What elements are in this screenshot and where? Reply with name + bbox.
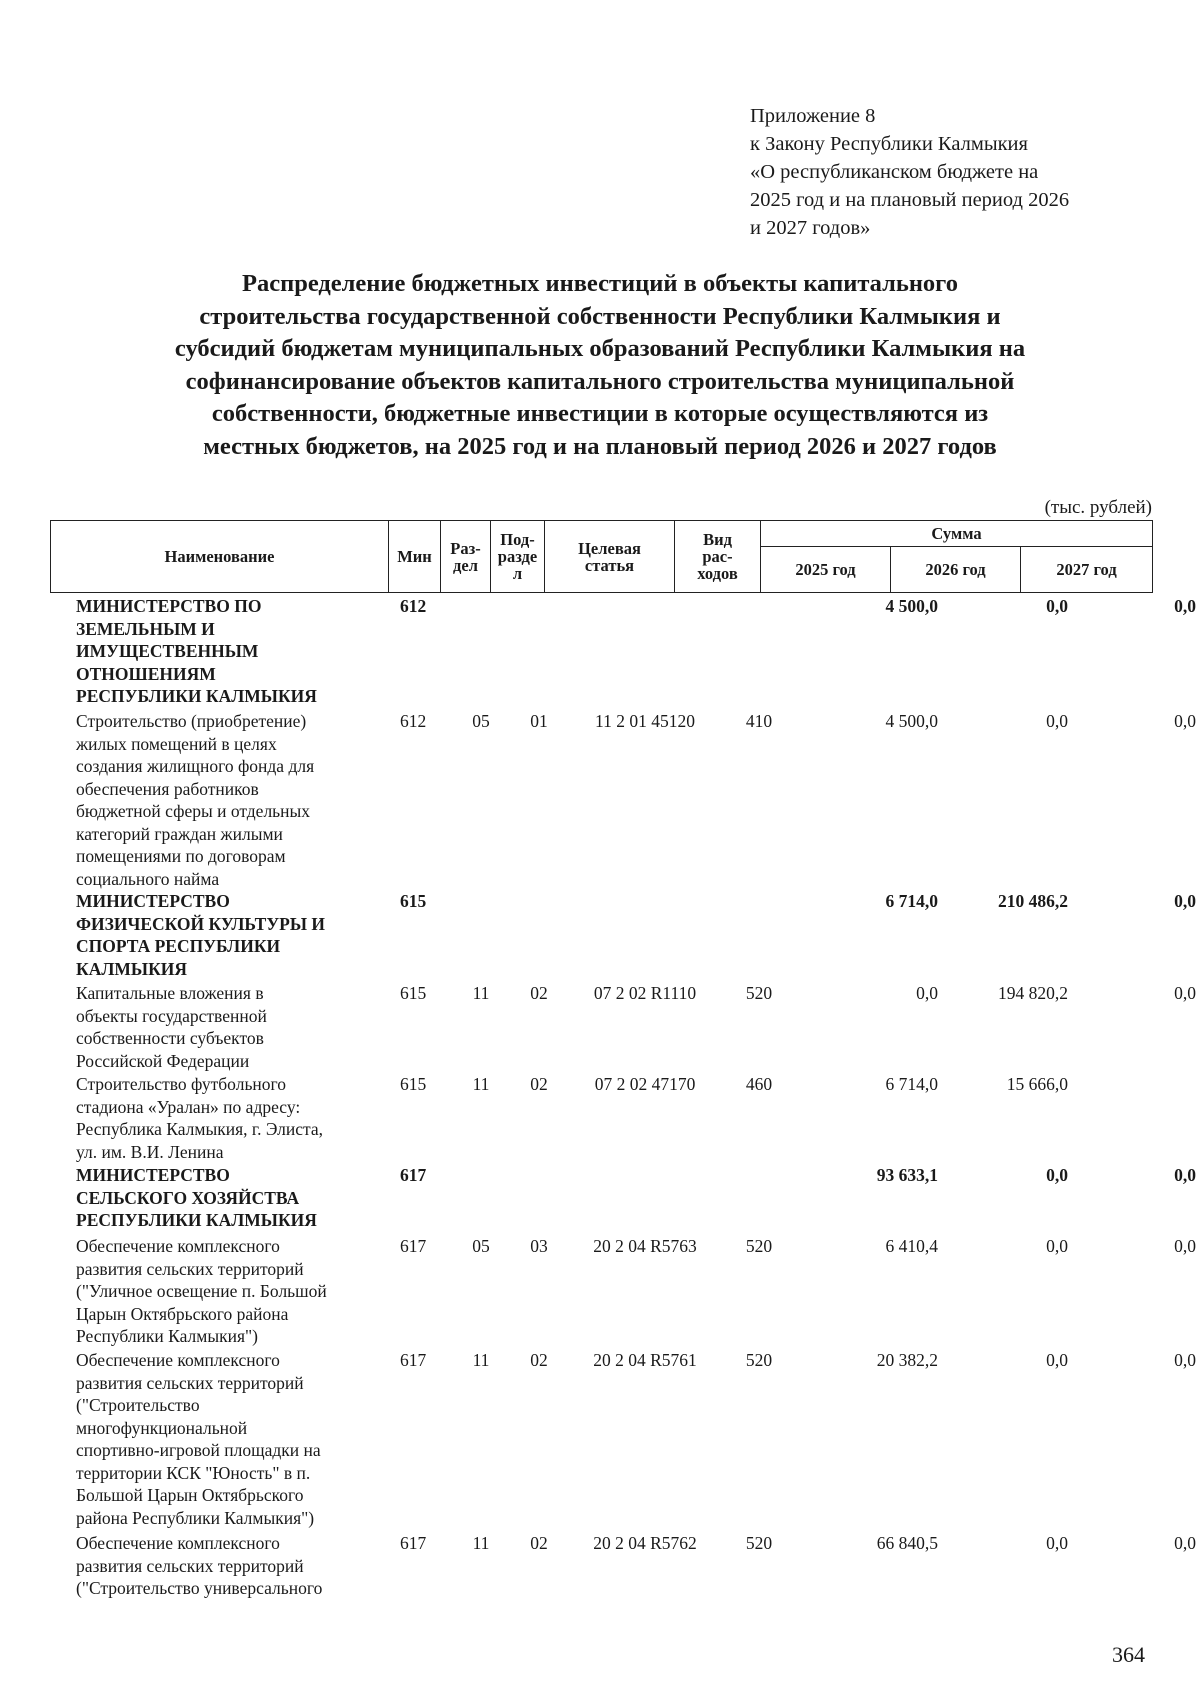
header-razdel: Раз- дел [441,521,491,593]
row-podrazdel: 01 [530,711,548,731]
title-line: собственности, бюджетные инвестиции в которые осуществляются из [211,400,989,427]
row-razdel: 11 [472,1350,490,1370]
row-podrazdel: 02 [530,1350,548,1370]
row-name: Капитальные вложения в объекты государственной собственности субъектов Российской Федерации [76,983,267,1071]
row-2025: 0,0 [916,983,938,1003]
appendix-line: и 2027 годов» [750,217,871,239]
row-2025: 4 500,0 [885,596,938,616]
row-name: МИНИСТЕРСТВО ПО ЗЕМЕЛЬНЫМ И ИМУЩЕСТВЕННЫМ ОТНОШЕНИЯМ РЕСПУБЛИКИ КАЛМЫКИЯ [76,596,317,706]
row-2027: 0,0 [1174,1350,1196,1370]
row-2026: 0,0 [1046,1236,1068,1256]
row-razdel: 11 [472,1533,490,1553]
row-min: 617 [400,1350,427,1370]
row-2027: 0,0 [1174,983,1196,1003]
row-razdel: 05 [472,1236,490,1256]
table-row [50,982,1196,1073]
header-min: Мин [389,521,441,593]
appendix-line: «О республиканском бюджете на [750,161,1039,183]
row-vid: 520 [745,1236,773,1256]
appendix-line: Приложение 8 [750,105,876,127]
table-row [50,710,1196,890]
title-line: Распределение бюджетных инвестиций в объекты капитального [242,270,958,297]
row-name: МИНИСТЕРСТВО ФИЗИЧЕСКОЙ КУЛЬТУРЫ И СПОРТА РЕСПУБЛИКИ КАЛМЫКИЯ [76,891,326,979]
row-min: 615 [400,983,427,1003]
table-header [50,520,1153,593]
row-name: Обеспечение комплексного развития сельских территорий ("Строительство многофункциональной спортивно-игровой площадки на территории КСК "Юность" в п. Большой Царын Октябрьского района Республики Калмыкия") [76,1350,321,1528]
row-vid: 520 [745,1533,773,1553]
row-vid: 410 [745,711,773,731]
row-vid: 520 [745,983,773,1003]
row-celevaya: 20 2 04 R5761 [593,1350,697,1370]
row-celevaya: 07 2 02 R1110 [593,983,697,1003]
appendix-header [750,102,1069,242]
row-name: Строительство футбольного стадиона «Уралан» по адресу: Республика Калмыкия, г. Элиста, ул. им. В.И. Ленина [76,1074,324,1162]
row-2025: 93 633,1 [876,1165,938,1185]
row-2027: 0,0 [1174,1236,1196,1256]
row-celevaya: 07 2 02 47170 [594,1074,696,1094]
row-celevaya: 11 2 01 45120 [595,711,695,731]
header-celevaya: Целевая статья [545,521,675,593]
row-2027: 0,0 [1174,596,1196,616]
row-razdel: 11 [472,983,490,1003]
title-line: софинансирование объектов капитального строительства муниципальной [185,367,1015,395]
row-2025: 66 840,5 [876,1533,938,1553]
row-2026: 194 820,2 [998,983,1068,1003]
row-name: Обеспечение комплексного развития сельских территорий ("Уличное освещение п. Большой Царын Октябрьского района Республики Калмыкия") [76,1236,327,1346]
header-2026: 2026 год [891,547,1021,593]
document-title [60,268,1140,463]
row-podrazdel: 03 [530,1236,548,1256]
header-vid: Вид рас- ходов [675,521,761,593]
table-row [50,890,1196,982]
table-row [50,1235,1196,1349]
row-2026: 0,0 [1046,1533,1068,1553]
table-row [50,1164,1196,1235]
units-label: (тыс. рублей) [1044,497,1152,518]
row-2026: 210 486,2 [998,891,1068,911]
title-line: строительства государственной собственности Республики Калмыкия и [199,302,1001,330]
row-celevaya: 20 2 04 R5762 [593,1533,697,1553]
table-row [50,1073,1152,1164]
row-2025: 6 714,0 [885,891,938,911]
table-row [50,1532,1196,1602]
row-2026: 0,0 [1046,711,1068,731]
row-2025: 6 714,0 [885,1074,938,1094]
table-row [50,595,1196,710]
row-podrazdel: 02 [530,1533,548,1553]
header-2027: 2027 год [1021,547,1153,593]
row-podrazdel: 02 [530,983,548,1003]
row-2027: 0,0 [1174,711,1196,731]
header-summa: Сумма [761,521,1153,547]
table-row [50,1349,1196,1532]
header-podrazdel: Под- разде л [491,521,545,593]
header-name: Наименование [51,521,389,593]
title-line: местных бюджетов, на 2025 год и на плановый период 2026 и 2027 годов [203,432,997,460]
page-number: 364 [1112,1642,1145,1667]
row-2025: 4 500,0 [885,711,938,731]
row-2025: 20 382,2 [876,1350,938,1370]
appendix-line: 2025 год и на плановый период 2026 [750,189,1070,211]
row-name: Обеспечение комплексного развития сельских территорий ("Строительство универсального [76,1533,323,1598]
row-vid: 520 [745,1350,773,1370]
row-2026: 0,0 [1046,1165,1068,1185]
row-2026: 0,0 [1046,596,1068,616]
appendix-line: к Закону Республики Калмыкия [750,133,1028,155]
row-min: 617 [400,1236,427,1256]
row-min: 615 [400,891,427,911]
row-razdel: 05 [472,711,490,731]
row-name: Строительство (приобретение) жилых помещений в целях создания жилищного фонда для обеспечения работников бюджетной сферы и отдельных категорий граждан жилыми помещениями по договорам социального найма [76,711,315,889]
row-min: 615 [400,1074,427,1094]
row-name: МИНИСТЕРСТВО СЕЛЬСКОГО ХОЗЯЙСТВА РЕСПУБЛИКИ КАЛМЫКИЯ [76,1165,317,1230]
title-line: субсидий бюджетам муниципальных образований Республики Калмыкия на [174,335,1026,362]
row-2027: 0,0 [1174,891,1196,911]
row-min: 612 [400,711,427,731]
header-2025: 2025 год [761,547,891,593]
row-razdel: 11 [472,1074,490,1094]
table-body [50,595,1196,1602]
row-min: 617 [400,1533,427,1553]
row-min: 617 [400,1165,427,1185]
row-min: 612 [400,596,427,616]
row-2027: 0,0 [1174,1533,1196,1553]
row-celevaya: 20 2 04 R5763 [593,1236,697,1256]
row-2027: 0,0 [1174,1165,1196,1185]
row-podrazdel: 02 [530,1074,548,1094]
row-2026: 15 666,0 [1006,1074,1068,1094]
row-2025: 6 410,4 [885,1236,938,1256]
row-vid: 460 [745,1074,773,1094]
row-2026: 0,0 [1046,1350,1068,1370]
